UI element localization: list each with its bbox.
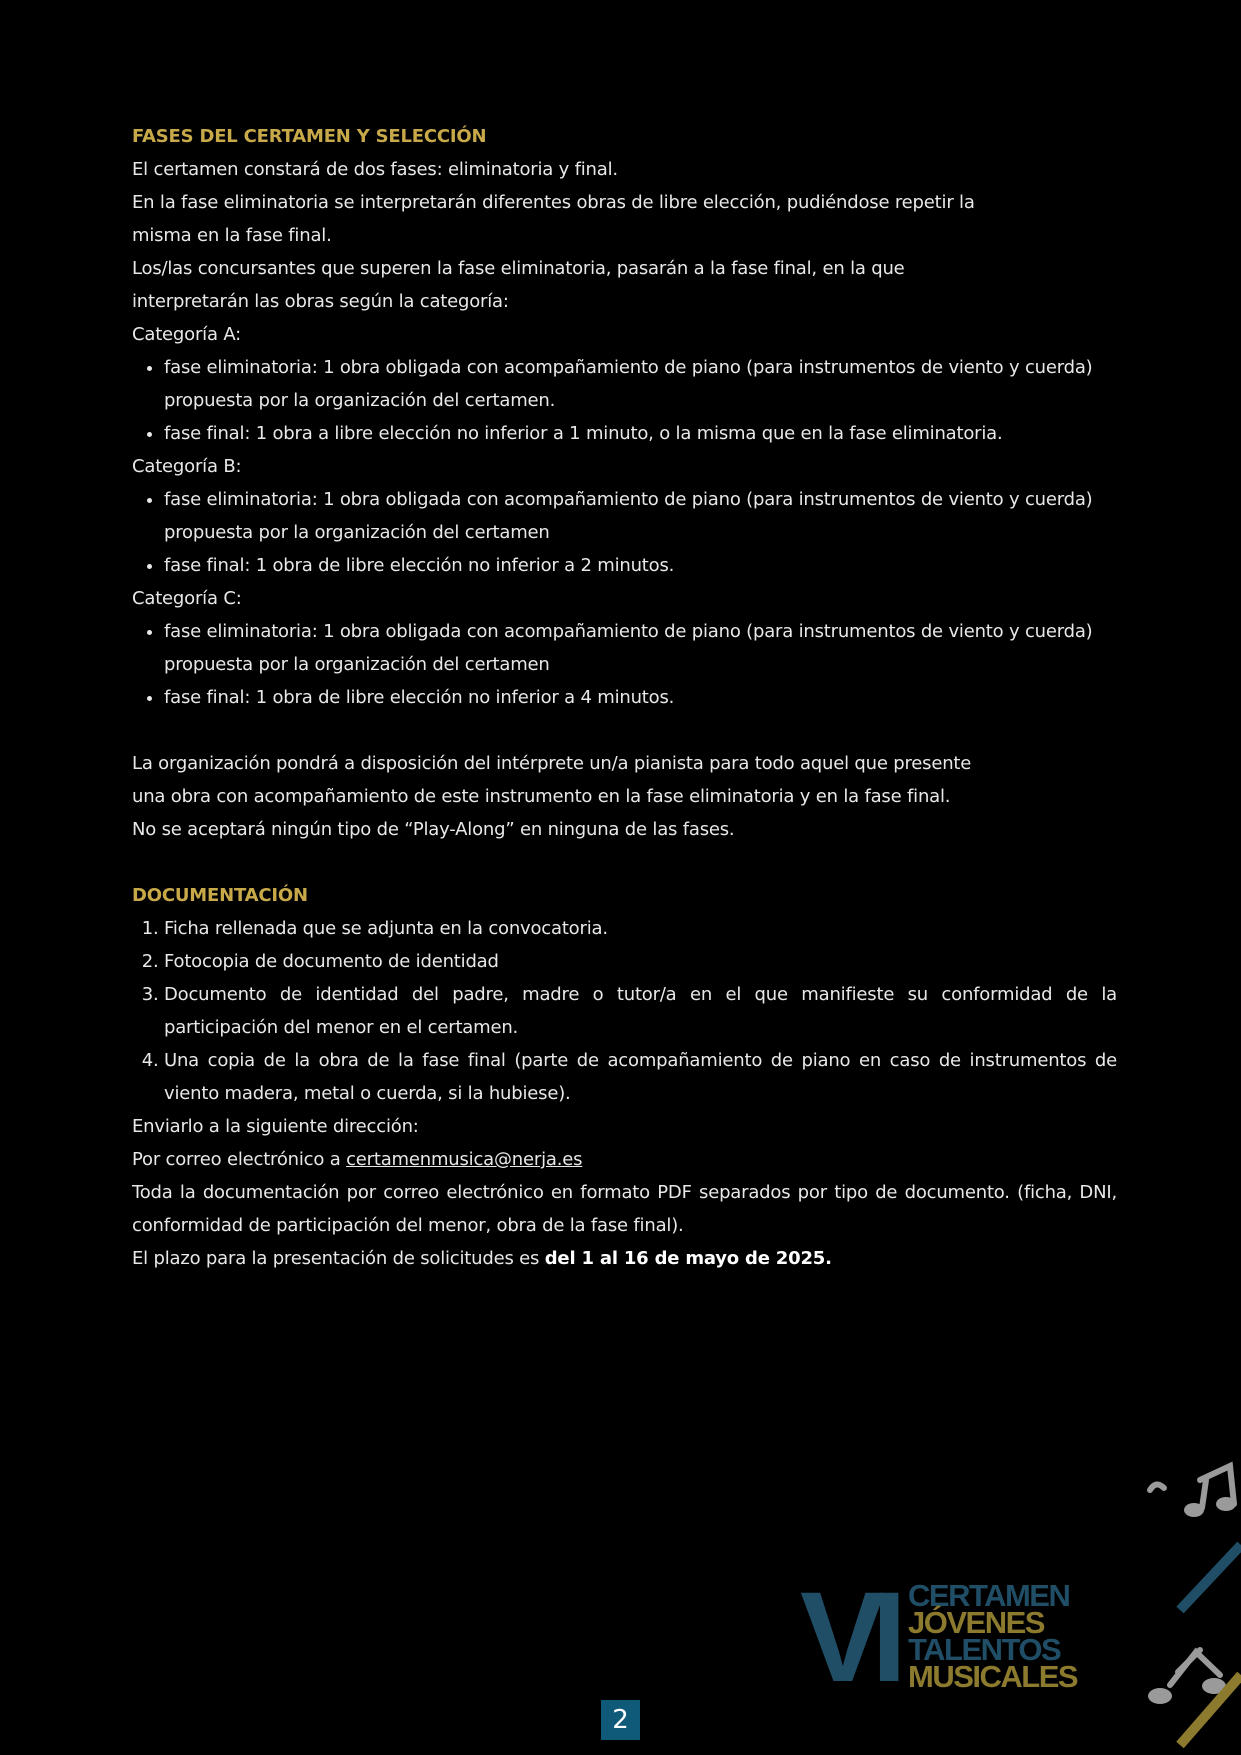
list-item: • fase eliminatoria: 1 obra obligada con acompañamiento de piano (para instrumentos de viento y cuerda) propuesta por la organización del certamen. [164,351,1117,417]
list-item: 2. Fotocopia de documento de identidad [164,945,1117,978]
logo-line-3: TALENTOS [908,1632,1061,1667]
paragraph: En la fase eliminatoria se interpretarán diferentes obras de libre elección, pudiéndose repetir la [132,192,975,213]
list-item: 3. Documento de identidad del padre, madre o tutor/a en el que manifieste su conformidad de la participación del menor en el certamen. [164,978,1117,1044]
list-item: 1. Ficha rellenada que se adjunta en la convocatoria. [164,912,1117,945]
format-note: Toda la documentación por correo electrónico en formato PDF separados por tipo de documento. (ficha, DNI, conformidad de participación del menor, obra de la fase final). [132,1182,1117,1236]
email-line [132,1143,1117,1176]
section-heading-documentacion: DOCUMENTACIÓN [132,885,308,906]
category-a-list [132,351,1117,450]
list-item: • fase final: 1 obra de libre elección no inferior a 2 minutos. [164,549,1117,582]
category-label-c: Categoría C: [132,588,242,609]
send-label: Enviarlo a la siguiente dirección: [132,1116,419,1137]
paragraph: El certamen constará de dos fases: eliminatoria y final. [132,159,618,180]
list-item: 4. Una copia de la obra de la fase final (parte de acompañamiento de piano en caso de instrumentos de viento madera, metal o cuerda, si la hubiese). [164,1044,1117,1110]
section-heading-fases: FASES DEL CERTAMEN Y SELECCIÓN [132,126,487,147]
paragraph: una obra con acompañamiento de este instrumento en la fase eliminatoria y en la fase final. [132,786,951,807]
email-link[interactable]: certamenmusica@nerja.es [346,1149,583,1170]
music-note-bottom-icon [1148,1650,1226,1704]
deadline-prefix: El plazo para la presentación de solicitudes es [132,1248,545,1269]
paragraph: No se aceptará ningún tipo de “Play-Along” en ninguna de las fases. [132,819,735,840]
paragraph: interpretarán las obras según la categoría: [132,291,509,312]
diagonal-stripe-blue [1180,1545,1241,1610]
paragraph: misma en la fase final. [132,225,332,246]
category-b-list [132,483,1117,582]
deadline-line [132,1242,1117,1275]
category-label-a: Categoría A: [132,324,241,345]
email-prefix: Por correo electrónico a [132,1149,347,1170]
category-c-list [132,615,1117,714]
spacer [132,714,1117,747]
deadline-dates: del 1 al 16 de mayo de 2025. [544,1248,832,1269]
document-body [132,120,1117,1275]
paragraph: Los/las concursantes que superen la fase eliminatoria, pasarán a la fase final, en la que [132,258,905,279]
list-item: • fase final: 1 obra de libre elección no inferior a 4 minutos. [164,681,1117,714]
music-note-top-icon [1150,1466,1236,1517]
list-item: • fase eliminatoria: 1 obra obligada con acompañamiento de piano (para instrumentos de viento y cuerda) propuesta por la organización del certamen [164,483,1117,549]
logo-text [908,1578,1078,1694]
page-number-badge: 2 [601,1700,640,1740]
logo-line-2: JÓVENES [908,1605,1044,1640]
category-label-b: Categoría B: [132,456,242,477]
certamen-logo [800,1566,1120,1709]
spacer [132,846,1117,879]
logo-numeral: VI [800,1566,893,1709]
music-notes-decoration-icon [1130,1460,1241,1755]
list-item: • fase eliminatoria: 1 obra obligada con acompañamiento de piano (para instrumentos de viento y cuerda) propuesta por la organización del certamen [164,615,1117,681]
logo-line-4: MUSICALES [908,1659,1078,1694]
documentation-list [132,912,1117,1110]
logo-line-1: CERTAMEN [908,1578,1070,1613]
list-item: • fase final: 1 obra a libre elección no inferior a 1 minuto, o la misma que en la fase eliminatoria. [164,417,1117,450]
paragraph: La organización pondrá a disposición del intérprete un/a pianista para todo aquel que presente [132,753,972,774]
